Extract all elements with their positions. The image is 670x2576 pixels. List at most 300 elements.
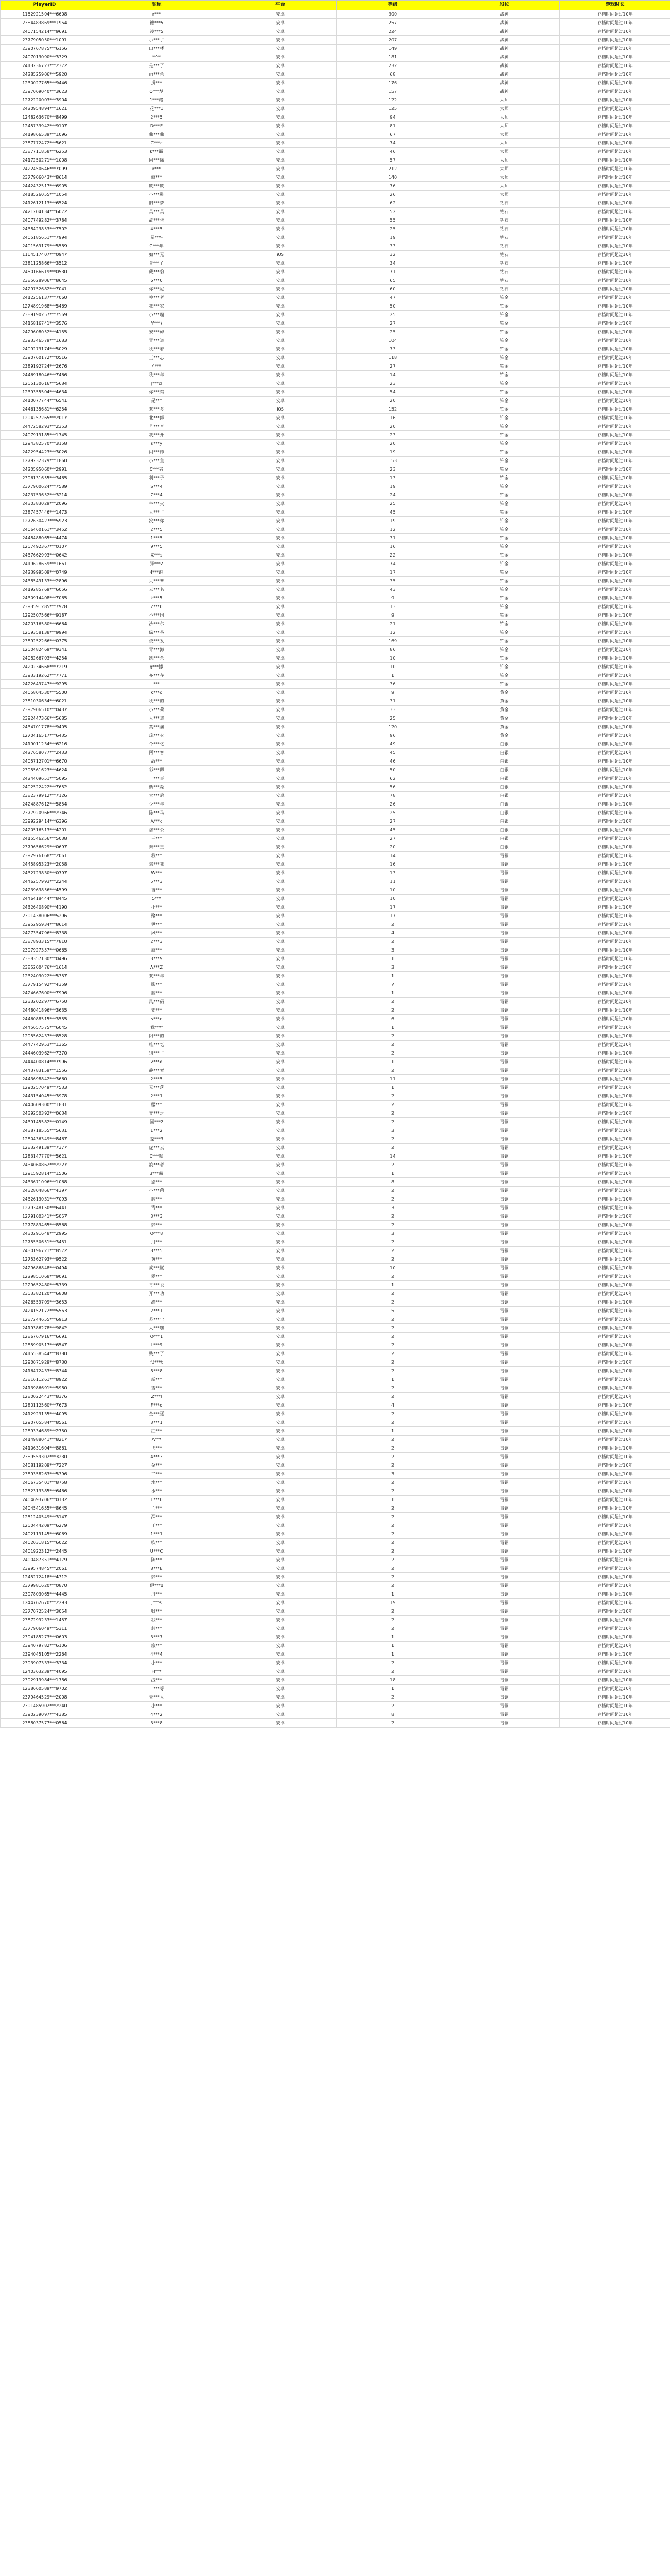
cell-play-duration: 存档时间超过10年	[560, 989, 670, 998]
cell-play-duration: 存档时间超过10年	[560, 1049, 670, 1058]
cell-level: 86	[337, 646, 449, 654]
cell-platform: 安卓	[224, 294, 337, 302]
cell-rank: 黄金	[449, 689, 560, 697]
cell-play-duration: 存档时间超过10年	[560, 757, 670, 766]
cell-level: 2	[337, 1195, 449, 1204]
cell-rank: 青铜	[449, 1092, 560, 1101]
cell-nickname: 是***了	[89, 62, 224, 70]
cell-nickname: 静***素	[89, 1066, 224, 1075]
table-row	[1, 1496, 670, 1504]
cell-rank: 青铜	[449, 903, 560, 912]
cell-level: 16	[337, 543, 449, 551]
cell-nickname: *^*	[89, 53, 224, 62]
table-row	[1, 1032, 670, 1041]
cell-rank: 青铜	[449, 1350, 560, 1358]
cell-nickname: 秋***的	[89, 697, 224, 706]
cell-rank: 铂金	[449, 414, 560, 422]
cell-rank: 青铜	[449, 1470, 560, 1479]
cell-platform: 安卓	[224, 1358, 337, 1367]
cell-play-duration: 存档时间超过10年	[560, 482, 670, 491]
cell-level: 1	[337, 1642, 449, 1650]
table-row	[1, 1350, 670, 1358]
cell-rank: 青铜	[449, 1676, 560, 1685]
table-row	[1, 1547, 670, 1556]
cell-nickname: 故***蛋	[89, 216, 224, 225]
table-row	[1, 431, 670, 440]
cell-nickname: 不***国	[89, 611, 224, 620]
table-row	[1, 70, 670, 79]
cell-level: 1	[337, 1058, 449, 1066]
table-row	[1, 130, 670, 139]
cell-rank: 青铜	[449, 1547, 560, 1556]
cell-play-duration: 存档时间超过10年	[560, 1092, 670, 1101]
cell-nickname: 飞***	[89, 1444, 224, 1453]
cell-platform: 安卓	[224, 354, 337, 362]
cell-rank: 铂金	[449, 680, 560, 689]
table-row	[1, 1642, 670, 1650]
table-row	[1, 482, 670, 491]
cell-play-duration: 存档时间超过10年	[560, 551, 670, 560]
table-row	[1, 628, 670, 637]
cell-level: 212	[337, 165, 449, 173]
cell-player-id: 2450166619***0530	[1, 268, 89, 276]
cell-nickname: 2***5	[89, 525, 224, 534]
cell-level: 12	[337, 628, 449, 637]
table-row	[1, 1006, 670, 1015]
cell-level: 10	[337, 663, 449, 671]
cell-play-duration: 存档时间超过10年	[560, 414, 670, 422]
cell-rank: 铂金	[449, 294, 560, 302]
cell-player-id: 2405804530***5500	[1, 689, 89, 697]
cell-level: 176	[337, 79, 449, 87]
cell-player-id: 2424667600***7996	[1, 989, 89, 998]
cell-level: 10	[337, 1264, 449, 1272]
cell-nickname: A***Z	[89, 963, 224, 972]
cell-play-duration: 存档时间超过10年	[560, 1238, 670, 1247]
cell-play-duration: 存档时间超过10年	[560, 714, 670, 723]
cell-play-duration: 存档时间超过10年	[560, 474, 670, 482]
cell-nickname: 壹***之	[89, 1109, 224, 1118]
cell-player-id: 2430383029***2096	[1, 500, 89, 508]
cell-platform: 安卓	[224, 1109, 337, 1118]
table-body	[1, 10, 670, 1728]
cell-rank: 大师	[449, 165, 560, 173]
cell-rank: 青铜	[449, 895, 560, 903]
cell-player-id: 1286767916***6691	[1, 1333, 89, 1341]
cell-nickname: 无***落	[89, 1084, 224, 1092]
table-row	[1, 1144, 670, 1152]
cell-nickname: s***c	[89, 1015, 224, 1023]
cell-rank: 青铜	[449, 1710, 560, 1719]
cell-rank: 青铜	[449, 1530, 560, 1539]
cell-rank: 青铜	[449, 1487, 560, 1496]
cell-rank: 青铜	[449, 955, 560, 963]
cell-level: 2	[337, 1247, 449, 1255]
cell-level: 2	[337, 1530, 449, 1539]
cell-play-duration: 存档时间超过10年	[560, 1375, 670, 1384]
cell-rank: 铂金	[449, 586, 560, 594]
cell-nickname: 2***1	[89, 1307, 224, 1315]
cell-level: 2	[337, 1324, 449, 1333]
cell-nickname: 烧***发	[89, 637, 224, 646]
cell-nickname: 琉***衣	[89, 731, 224, 740]
cell-play-duration: 存档时间超过10年	[560, 457, 670, 465]
cell-rank: 铂金	[449, 646, 560, 654]
cell-platform: 安卓	[224, 1135, 337, 1144]
cell-rank: 铂金	[449, 611, 560, 620]
table-row	[1, 989, 670, 998]
cell-nickname: 神***者	[89, 294, 224, 302]
cell-level: 2	[337, 1367, 449, 1375]
cell-rank: 青铜	[449, 1058, 560, 1066]
cell-rank: 大师	[449, 96, 560, 105]
cell-platform: 安卓	[224, 1710, 337, 1719]
cell-platform: 安卓	[224, 534, 337, 543]
cell-level: 2	[337, 1358, 449, 1367]
cell-nickname: 8***5	[89, 1247, 224, 1255]
table-row	[1, 388, 670, 397]
cell-platform: 安卓	[224, 1479, 337, 1487]
cell-platform: 安卓	[224, 826, 337, 835]
cell-level: 13	[337, 474, 449, 482]
table-row	[1, 1375, 670, 1384]
cell-rank: 钻石	[449, 276, 560, 285]
cell-player-id: 2407749282***3784	[1, 216, 89, 225]
cell-play-duration: 存档时间超过10年	[560, 1487, 670, 1496]
cell-play-duration: 存档时间超过10年	[560, 242, 670, 251]
cell-play-duration: 存档时间超过10年	[560, 517, 670, 525]
table-row	[1, 783, 670, 792]
cell-platform: 安卓	[224, 637, 337, 646]
cell-rank: 青铜	[449, 1667, 560, 1676]
cell-player-id: 1233202297***6750	[1, 998, 89, 1006]
cell-platform: 安卓	[224, 714, 337, 723]
cell-player-id: 1239355504***4634	[1, 388, 89, 397]
cell-nickname: 梦***	[89, 1573, 224, 1582]
cell-nickname: 欢***多	[89, 405, 224, 414]
cell-platform: 安卓	[224, 182, 337, 191]
cell-play-duration: 存档时间超过10年	[560, 680, 670, 689]
cell-player-id: 2423759652***3214	[1, 491, 89, 500]
cell-player-id: 2415538544***8780	[1, 1350, 89, 1358]
table-row	[1, 216, 670, 225]
cell-player-id: 2420234668***7219	[1, 663, 89, 671]
cell-rank: 白银	[449, 740, 560, 749]
cell-platform: 安卓	[224, 646, 337, 654]
cell-nickname: k***o	[89, 689, 224, 697]
table-row	[1, 148, 670, 156]
cell-player-id: 2443783159***1556	[1, 1066, 89, 1075]
cell-level: 3	[337, 963, 449, 972]
cell-play-duration: 存档时间超过10年	[560, 199, 670, 208]
cell-play-duration: 存档时间超过10年	[560, 156, 670, 165]
cell-rank: 青铜	[449, 1041, 560, 1049]
cell-level: 1	[337, 972, 449, 980]
cell-play-duration: 存档时间超过10年	[560, 706, 670, 714]
cell-nickname: 1***2	[89, 1126, 224, 1135]
cell-player-id: 2392976168***2061	[1, 852, 89, 860]
cell-rank: 铂金	[449, 448, 560, 457]
cell-level: 149	[337, 45, 449, 53]
cell-rank: 青铜	[449, 1556, 560, 1564]
cell-play-duration: 存档时间超过10年	[560, 225, 670, 233]
table-row	[1, 869, 670, 877]
table-row	[1, 1616, 670, 1624]
cell-play-duration: 存档时间超过10年	[560, 946, 670, 955]
cell-nickname: 雪***	[89, 1384, 224, 1393]
cell-player-id: 1229851068***9091	[1, 1272, 89, 1281]
cell-nickname: 拼***	[89, 79, 224, 87]
cell-rank: 黄金	[449, 714, 560, 723]
cell-nickname: 彩***卿	[89, 766, 224, 774]
cell-nickname: 风***码	[89, 998, 224, 1006]
cell-level: 13	[337, 869, 449, 877]
cell-rank: 铂金	[449, 508, 560, 517]
cell-play-duration: 存档时间超过10年	[560, 1573, 670, 1582]
cell-platform: 安卓	[224, 800, 337, 809]
cell-platform: 安卓	[224, 1521, 337, 1530]
cell-level: 2	[337, 1418, 449, 1427]
cell-platform: 安卓	[224, 233, 337, 242]
cell-nickname: 4***2	[89, 1710, 224, 1719]
cell-platform: 安卓	[224, 1006, 337, 1015]
table-row	[1, 1084, 670, 1092]
cell-player-id: 2407919185***1745	[1, 431, 89, 440]
cell-platform: iOS	[224, 251, 337, 259]
cell-player-id: 2387299233***1457	[1, 1616, 89, 1624]
cell-platform: 安卓	[224, 980, 337, 989]
cell-nickname: 沙***尔	[89, 620, 224, 628]
cell-nickname: 5***3	[89, 877, 224, 886]
cell-rank: 白银	[449, 757, 560, 766]
table-row	[1, 843, 670, 852]
cell-play-duration: 存档时间超过10年	[560, 105, 670, 113]
cell-nickname: 9***5	[89, 543, 224, 551]
table-row	[1, 457, 670, 465]
cell-platform: 安卓	[224, 1195, 337, 1204]
cell-rank: 白银	[449, 817, 560, 826]
cell-nickname: 吹***	[89, 1539, 224, 1547]
cell-level: 2	[337, 1487, 449, 1496]
cell-player-id: 1248263670***8499	[1, 113, 89, 122]
cell-play-duration: 存档时间超过10年	[560, 912, 670, 920]
cell-nickname: 水***	[89, 1479, 224, 1487]
cell-player-id: 1255130616***5684	[1, 379, 89, 388]
cell-platform: 安卓	[224, 1547, 337, 1556]
cell-level: 2	[337, 1573, 449, 1582]
cell-nickname: 德***5	[89, 19, 224, 27]
cell-platform: 安卓	[224, 1487, 337, 1496]
cell-player-id: 2427354796***8338	[1, 929, 89, 938]
cell-play-duration: 存档时间超过10年	[560, 852, 670, 860]
table-row	[1, 525, 670, 534]
cell-play-duration: 存档时间超过10年	[560, 1126, 670, 1135]
cell-play-duration: 存档时间超过10年	[560, 1556, 670, 1564]
cell-nickname: ***	[89, 680, 224, 689]
cell-level: 2	[337, 1290, 449, 1298]
cell-player-id: 2402119145***6069	[1, 1530, 89, 1539]
cell-platform: 安卓	[224, 1341, 337, 1350]
cell-play-duration: 存档时间超过10年	[560, 886, 670, 895]
cell-level: 2	[337, 1315, 449, 1324]
cell-nickname: s***y	[89, 440, 224, 448]
table-row	[1, 1513, 670, 1521]
cell-nickname: 蓝***	[89, 989, 224, 998]
cell-platform: 安卓	[224, 903, 337, 912]
table-row	[1, 929, 670, 938]
cell-platform: 安卓	[224, 36, 337, 45]
table-row	[1, 1221, 670, 1230]
header-rank: 段位	[449, 1, 560, 10]
cell-player-id: 1287244655***6913	[1, 1315, 89, 1324]
cell-player-id: 1240363239***4095	[1, 1667, 89, 1676]
cell-platform: 安卓	[224, 1453, 337, 1461]
cell-platform: 安卓	[224, 817, 337, 826]
cell-play-duration: 存档时间超过10年	[560, 1453, 670, 1461]
cell-platform: 安卓	[224, 491, 337, 500]
table-row	[1, 860, 670, 869]
cell-level: 2	[337, 1659, 449, 1667]
cell-platform: 安卓	[224, 1375, 337, 1384]
cell-nickname: 4***踪	[89, 568, 224, 577]
cell-play-duration: 存档时间超过10年	[560, 1685, 670, 1693]
cell-platform: 安卓	[224, 216, 337, 225]
cell-rank: 铂金	[449, 663, 560, 671]
cell-play-duration: 存档时间超过10年	[560, 1427, 670, 1436]
cell-rank: 青铜	[449, 1504, 560, 1513]
cell-nickname: Y***)	[89, 319, 224, 328]
cell-rank: 青铜	[449, 1650, 560, 1659]
cell-player-id: 1259358138***9994	[1, 628, 89, 637]
cell-platform: 安卓	[224, 302, 337, 311]
cell-player-id: 1279232379***1860	[1, 457, 89, 465]
cell-nickname: 1***路	[89, 96, 224, 105]
cell-platform: 安卓	[224, 543, 337, 551]
cell-rank: 铂金	[449, 474, 560, 482]
cell-nickname: 北***鲜	[89, 414, 224, 422]
table-row	[1, 1436, 670, 1444]
cell-rank: 青铜	[449, 1367, 560, 1375]
cell-player-id: 2446257993***2244	[1, 877, 89, 886]
cell-player-id: 2446088515***3555	[1, 1015, 89, 1023]
cell-platform: 安卓	[224, 1230, 337, 1238]
cell-play-duration: 存档时间超过10年	[560, 311, 670, 319]
cell-level: 2	[337, 1393, 449, 1401]
cell-nickname: 尹***	[89, 920, 224, 929]
cell-player-id: 2390760172***0516	[1, 354, 89, 362]
table-row	[1, 1101, 670, 1109]
cell-platform: 安卓	[224, 1633, 337, 1642]
cell-rank: 战神	[449, 10, 560, 19]
table-row	[1, 225, 670, 233]
cell-rank: 青铜	[449, 1599, 560, 1607]
table-row	[1, 1573, 670, 1582]
cell-platform: 安卓	[224, 1616, 337, 1624]
cell-rank: 青铜	[449, 1195, 560, 1204]
table-row	[1, 1444, 670, 1453]
cell-level: 34	[337, 259, 449, 268]
cell-platform: 安卓	[224, 1393, 337, 1401]
cell-play-duration: 存档时间超过10年	[560, 1633, 670, 1642]
cell-play-duration: 存档时间超过10年	[560, 294, 670, 302]
cell-play-duration: 存档时间超过10年	[560, 422, 670, 431]
cell-platform: 安卓	[224, 1075, 337, 1084]
cell-play-duration: 存档时间超过10年	[560, 354, 670, 362]
table-row	[1, 998, 670, 1006]
cell-rank: 青铜	[449, 1590, 560, 1599]
cell-player-id: 1238660589***9702	[1, 1685, 89, 1693]
cell-rank: 战神	[449, 79, 560, 87]
cell-player-id: 1279100341***5057	[1, 1212, 89, 1221]
cell-player-id: 2397803065***4445	[1, 1590, 89, 1599]
table-row	[1, 1367, 670, 1375]
cell-play-duration: 存档时间超过10年	[560, 663, 670, 671]
table-row	[1, 1539, 670, 1547]
cell-platform: 安卓	[224, 1126, 337, 1135]
cell-platform: 安卓	[224, 508, 337, 517]
cell-rank: 铂金	[449, 534, 560, 543]
cell-play-duration: 存档时间超过10年	[560, 70, 670, 79]
cell-level: 6	[337, 1015, 449, 1023]
cell-platform: 安卓	[224, 912, 337, 920]
table-row	[1, 276, 670, 285]
cell-player-id: 2422954423***3026	[1, 448, 89, 457]
cell-platform: 安卓	[224, 1161, 337, 1169]
table-row	[1, 646, 670, 654]
cell-platform: 安卓	[224, 27, 337, 36]
cell-player-id: 2430914408***7065	[1, 594, 89, 603]
cell-level: 1	[337, 989, 449, 998]
cell-play-duration: 存档时间超过10年	[560, 122, 670, 130]
cell-platform: 安卓	[224, 113, 337, 122]
cell-nickname: 开***功	[89, 1290, 224, 1298]
cell-level: 2	[337, 1479, 449, 1487]
cell-player-id: 1294257265***2017	[1, 414, 89, 422]
cell-nickname: 1***5	[89, 534, 224, 543]
table-row	[1, 1590, 670, 1599]
cell-platform: 安卓	[224, 474, 337, 482]
cell-platform: 安卓	[224, 1624, 337, 1633]
table-row	[1, 1693, 670, 1702]
cell-rank: 大师	[449, 113, 560, 122]
cell-level: 3	[337, 1204, 449, 1212]
cell-play-duration: 存档时间超过10年	[560, 1144, 670, 1152]
cell-nickname: 浪***者	[89, 1161, 224, 1169]
cell-player-id: 2389190257***7569	[1, 311, 89, 319]
cell-play-duration: 存档时间超过10年	[560, 45, 670, 53]
cell-platform: 安卓	[224, 843, 337, 852]
cell-platform: 安卓	[224, 1058, 337, 1066]
cell-platform: 安卓	[224, 10, 337, 19]
cell-level: 4	[337, 929, 449, 938]
cell-platform: 安卓	[224, 1444, 337, 1453]
cell-rank: 黄金	[449, 731, 560, 740]
cell-rank: 青铜	[449, 1126, 560, 1135]
cell-play-duration: 存档时间超过10年	[560, 1521, 670, 1530]
cell-play-duration: 存档时间超过10年	[560, 938, 670, 946]
cell-rank: 大师	[449, 139, 560, 148]
cell-platform: 安卓	[224, 259, 337, 268]
cell-play-duration: 存档时间超过10年	[560, 379, 670, 388]
cell-level: 43	[337, 586, 449, 594]
cell-nickname: 8***8	[89, 1367, 224, 1375]
table-row	[1, 1075, 670, 1084]
cell-nickname: A***c	[89, 817, 224, 826]
cell-platform: 安卓	[224, 972, 337, 980]
cell-play-duration: 存档时间超过10年	[560, 1264, 670, 1272]
cell-rank: 铂金	[449, 465, 560, 474]
cell-player-id: 2439250392***0634	[1, 1109, 89, 1118]
